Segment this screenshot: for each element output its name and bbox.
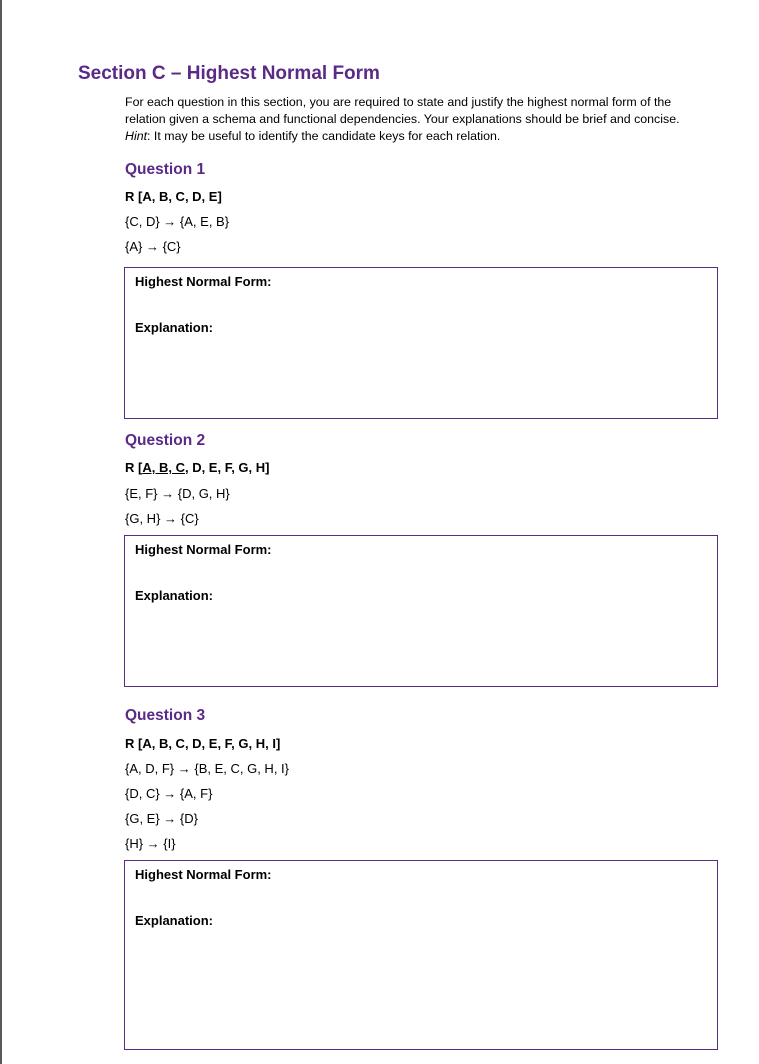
- question-2-schema-prefix: R [: [125, 460, 143, 475]
- intro-line-2: relation given a schema and functional dependencies. Your explanations should be brief and concise.: [125, 112, 680, 126]
- question-1-schema: R [A, B, C, D, E]: [125, 189, 222, 204]
- question-3-fd-3: {G, E} → {D}: [125, 811, 198, 826]
- question-3-highest-normal-form-label: Highest Normal Form:: [135, 867, 272, 882]
- question-3-answer-box[interactable]: [124, 860, 718, 1050]
- question-3-fd-4: {H} → {I}: [125, 836, 176, 851]
- question-2-title: Question 2: [125, 432, 206, 449]
- question-3-title: Question 3: [125, 707, 206, 724]
- question-3-explanation-label: Explanation:: [135, 913, 214, 928]
- section-title: Section C – Highest Normal Form: [78, 63, 380, 84]
- question-3-schema: R [A, B, C, D, E, F, G, H, I]: [125, 736, 281, 751]
- question-2-fd-2: {G, H} → {C}: [125, 511, 199, 526]
- question-2-explanation-label: Explanation:: [135, 588, 214, 603]
- question-2-answer-box[interactable]: [124, 535, 718, 687]
- section-intro: [125, 94, 725, 145]
- question-3-fd-2: {D, C} → {A, F}: [125, 786, 213, 801]
- page-left-border: [0, 0, 2, 1064]
- hint-label: Hint: [125, 129, 148, 143]
- question-1-title: Question 1: [125, 161, 206, 178]
- question-1-answer-box[interactable]: [124, 267, 718, 419]
- question-1-explanation-label: Explanation:: [135, 320, 214, 335]
- hint-text: : It may be useful to identify the candidate keys for each relation.: [147, 129, 501, 143]
- question-2-fd-1: {E, F} → {D, G, H}: [125, 486, 230, 501]
- question-2-highest-normal-form-label: Highest Normal Form:: [135, 542, 272, 557]
- question-1-fd-2: {A} → {C}: [125, 239, 181, 254]
- intro-hint: [125, 128, 725, 145]
- intro-line-1: For each question in this section, you are required to state and justify the highest normal form of the: [125, 95, 672, 109]
- question-2-schema: [125, 460, 269, 475]
- question-3-fd-1: {A, D, F} → {B, E, C, G, H, I}: [125, 761, 289, 776]
- question-2-schema-suffix: , D, E, F, G, H]: [184, 460, 270, 475]
- question-1-fd-1: {C, D} → {A, E, B}: [125, 214, 230, 229]
- question-2-schema-key: A, B, C: [142, 460, 185, 475]
- question-1-highest-normal-form-label: Highest Normal Form:: [135, 274, 272, 289]
